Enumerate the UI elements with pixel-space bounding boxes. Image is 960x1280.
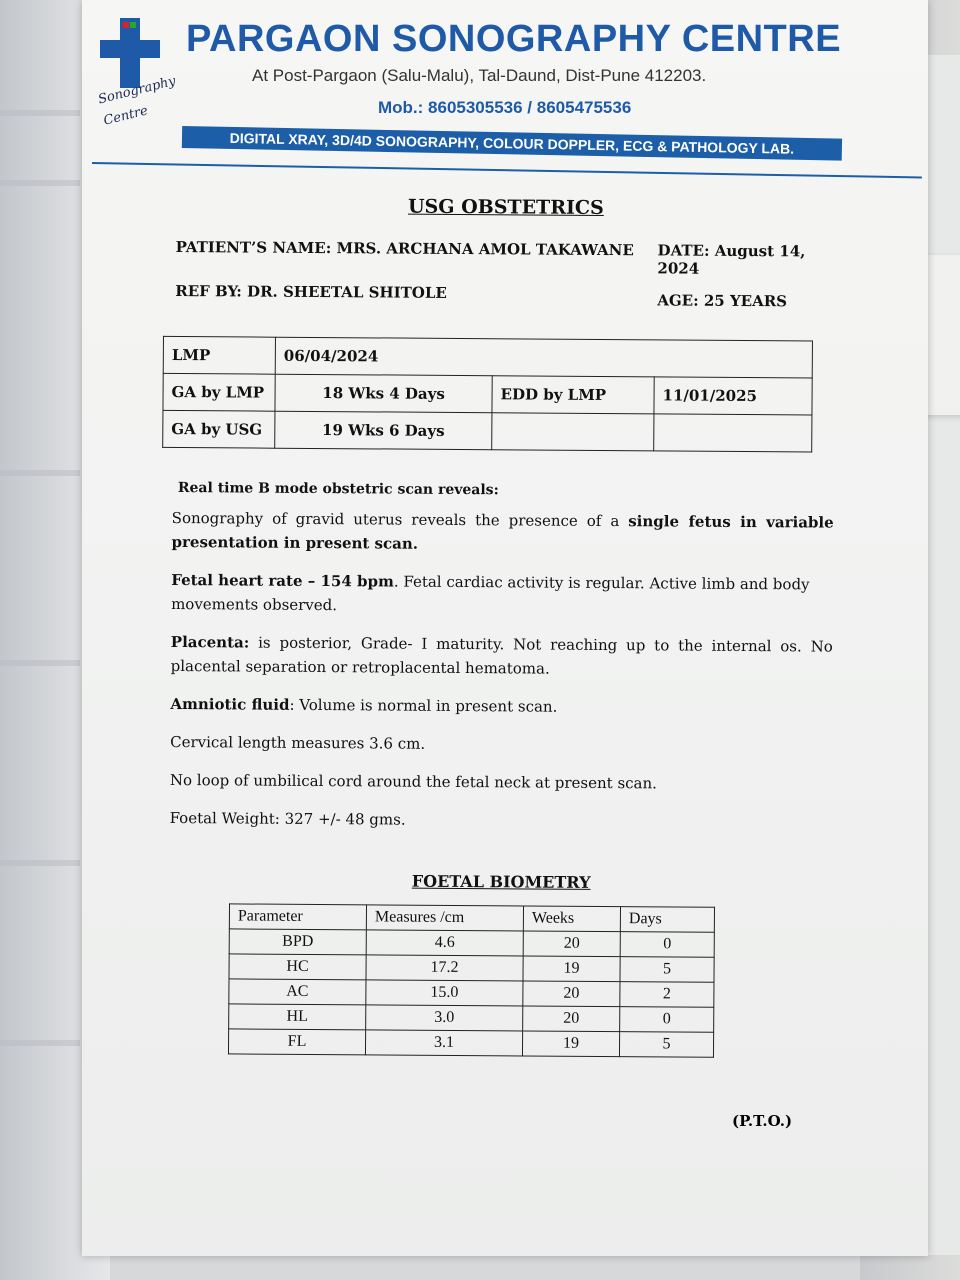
- referring-doctor: REF BY: DR. SHEETAL SHITOLE: [175, 281, 447, 302]
- biometry-table: [228, 903, 715, 1057]
- cell-weeks: 20: [523, 1006, 620, 1032]
- bleed-through-line: [0, 660, 80, 666]
- column-header: Weeks: [523, 906, 620, 932]
- cell-measure: 3.0: [366, 1005, 523, 1031]
- finding-fhr: [171, 568, 833, 621]
- cell-days: 5: [620, 957, 714, 983]
- finding-uterus: [171, 506, 833, 559]
- bleed-through-line: [0, 180, 80, 186]
- finding-uterus-text: Sonography of gravid uterus reveals the presence of a: [171, 508, 629, 531]
- finding-amniotic-bold: Amniotic fluid: [170, 694, 290, 714]
- cell-weeks: 19: [522, 1031, 619, 1057]
- centre-address: At Post-Pargaon (Salu-Malu), Tal-Daund, Dist-Pune 412203.: [252, 66, 707, 85]
- table-row: [163, 410, 812, 452]
- empty-cell: [654, 414, 812, 452]
- finding-amniotic-text: : Volume is normal in present scan.: [289, 695, 558, 716]
- finding-placenta: [171, 630, 833, 683]
- table-row: [229, 929, 714, 957]
- ga-lmp-value: 18 Wks 4 Days: [275, 374, 492, 413]
- finding-uterus-bold: single fetus in variable presentation in present scan.: [171, 512, 834, 553]
- finding-placenta-bold: Placenta:: [170, 632, 250, 652]
- ga-lmp-label: GA by LMP: [163, 373, 275, 411]
- pto-note: (P.T.O.): [732, 1112, 793, 1130]
- finding-fhr-text: . Fetal cardiac activity is regular. Active limb and body movements observed.: [171, 572, 810, 615]
- column-header: Measures /cm: [366, 905, 523, 931]
- column-header: Days: [620, 907, 714, 933]
- cell-measure: 17.2: [366, 955, 523, 981]
- logo-script-text: Sonography Centre: [96, 73, 178, 129]
- edd-label: EDD by LMP: [492, 376, 654, 414]
- ga-usg-label: GA by USG: [163, 410, 275, 448]
- bleed-through-line: [0, 110, 80, 116]
- cell-days: 0: [620, 932, 714, 958]
- column-header: Parameter: [229, 904, 366, 930]
- cell-parameter: FL: [228, 1029, 365, 1055]
- bleed-through-line: [0, 1040, 80, 1046]
- report-date: DATE: August 14, 2024: [657, 241, 806, 278]
- table-row: [163, 373, 812, 415]
- table-row: [229, 1004, 714, 1032]
- biometry-title: FOETAL BIOMETRY: [411, 871, 591, 892]
- cell-weeks: 20: [523, 981, 620, 1007]
- bleed-through-line: [0, 470, 80, 476]
- bleed-through-line: [0, 860, 80, 866]
- finding-placenta-text: is posterior, Grade- I maturity. Not reaching up to the internal os. No placental separation or retroplacental hematoma.: [170, 633, 833, 678]
- cell-parameter: HC: [229, 954, 366, 980]
- patient-name: PATIENT’S NAME: MRS. ARCHANA AMOL TAKAWANE: [175, 237, 634, 260]
- dates-table: [162, 336, 813, 453]
- ga-usg-value: 19 Wks 6 Days: [275, 411, 492, 450]
- table-header-row: [229, 904, 714, 932]
- patient-age: AGE: 25 YEARS: [657, 291, 788, 311]
- cell-days: 0: [620, 1007, 714, 1033]
- cell-parameter: BPD: [229, 929, 366, 955]
- finding-fhr-bold: Fetal heart rate – 154 bpm: [171, 570, 394, 591]
- patient-row: [175, 238, 835, 279]
- lmp-value: 06/04/2024: [275, 337, 812, 378]
- findings-intro: Real time B mode obstetric scan reveals:: [177, 480, 499, 499]
- table-row: [229, 979, 714, 1007]
- cell-days: 5: [619, 1032, 713, 1058]
- cell-parameter: AC: [229, 979, 366, 1005]
- table-row: [163, 336, 812, 378]
- cell-weeks: 20: [523, 931, 620, 957]
- finding-amniotic: [170, 692, 832, 721]
- table-row: [228, 1029, 713, 1057]
- cell-parameter: HL: [229, 1004, 366, 1030]
- centre-name: PARGAON SONOGRAPHY CENTRE: [186, 18, 842, 60]
- finding-cervical: Cervical length measures 3.6 cm.: [170, 732, 426, 753]
- report-page: [82, 0, 928, 1256]
- cell-measure: 4.6: [366, 930, 523, 956]
- header-divider: [92, 162, 922, 178]
- report-body: [170, 190, 836, 1059]
- finding-weight: Foetal Weight: 327 +/- 48 gms.: [169, 808, 406, 829]
- edd-value: 11/01/2025: [654, 377, 812, 415]
- table-row: [229, 954, 714, 982]
- cell-measure: 3.1: [365, 1030, 522, 1056]
- findings: [170, 476, 834, 835]
- cell-days: 2: [620, 982, 714, 1008]
- finding-cord: No loop of umbilical cord around the fetal neck at present scan.: [169, 770, 658, 793]
- services-band: DIGITAL XRAY, 3D/4D SONOGRAPHY, COLOUR DOPPLER, ECG & PATHOLOGY LAB.: [182, 126, 842, 161]
- cell-measure: 15.0: [366, 980, 523, 1006]
- cell-weeks: 19: [523, 956, 620, 982]
- empty-cell: [492, 413, 654, 451]
- lmp-label: LMP: [163, 336, 275, 374]
- centre-mobile: Mob.: 8605305536 / 8605475536: [378, 98, 632, 117]
- report-title: USG OBSTETRICS: [407, 195, 604, 219]
- ref-row: [175, 281, 835, 311]
